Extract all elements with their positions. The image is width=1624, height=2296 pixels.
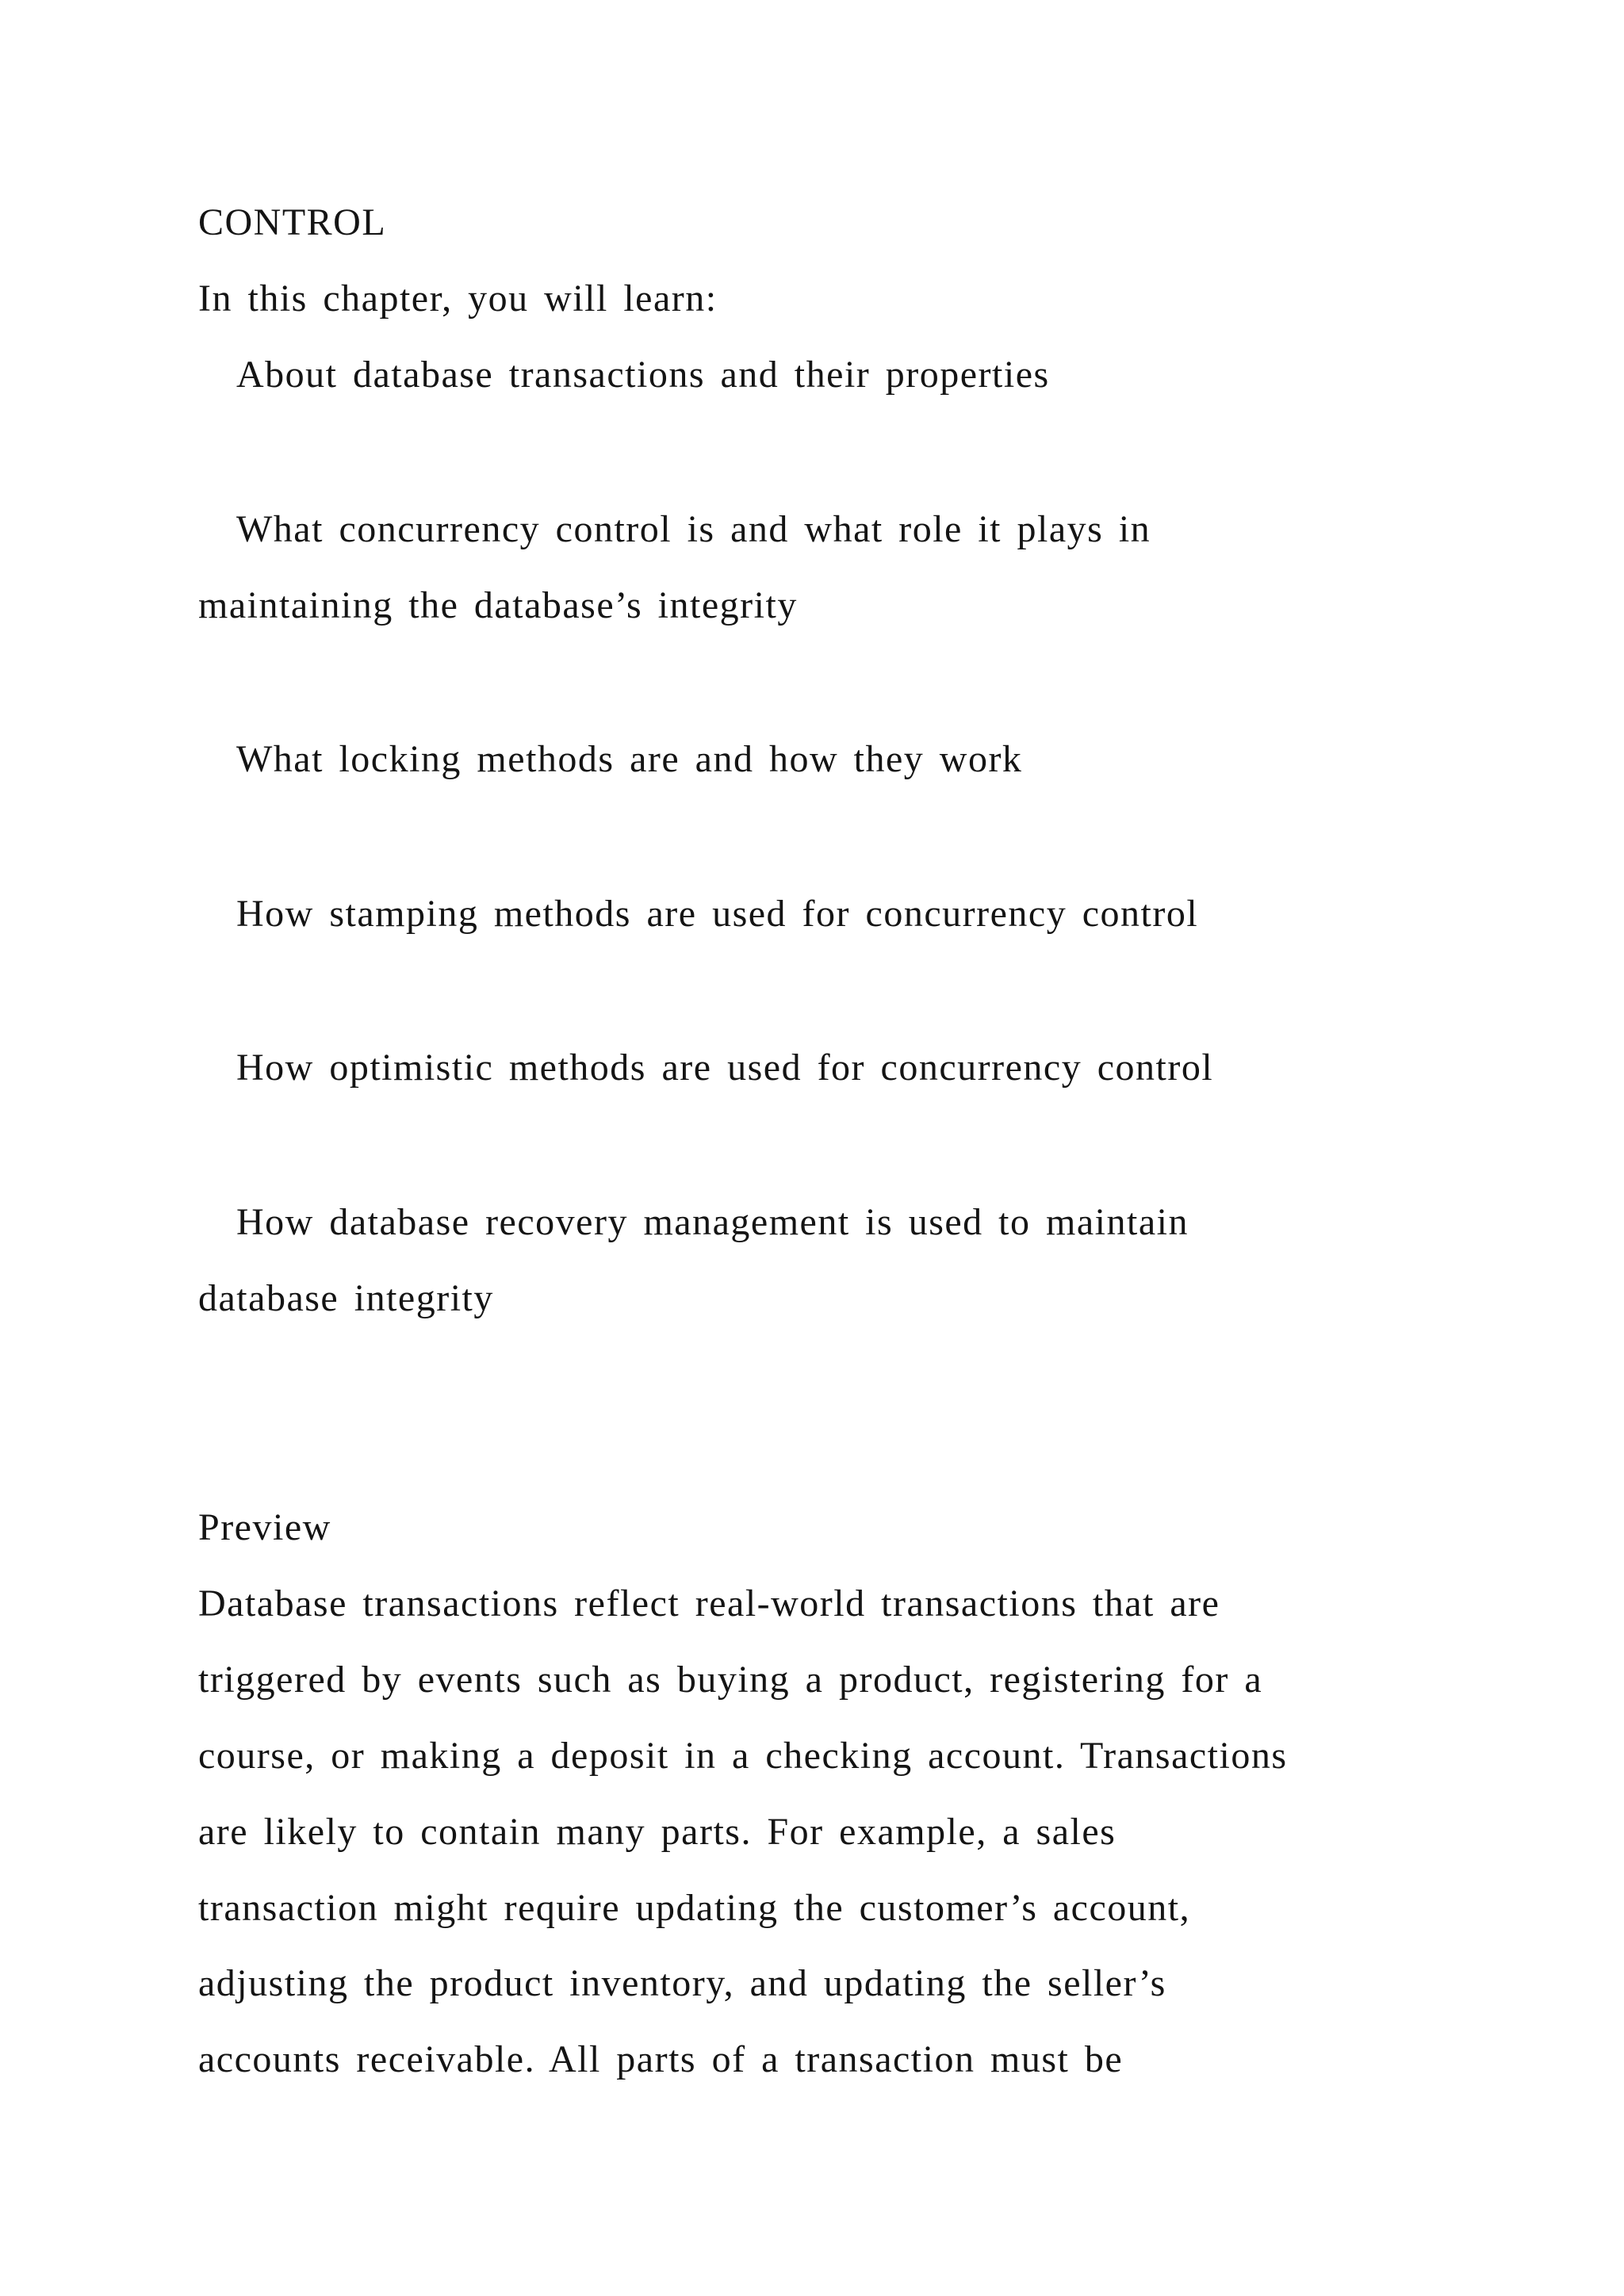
preview-line-1: Database transactions reflect real-world transactions that are [198,1582,1220,1624]
preview-line-3: course, or making a deposit in a checking account. Transactions [198,1735,1288,1777]
preview-line-6: adjusting the product inventory, and updating the seller’s [198,1962,1166,2004]
objective-1: About database transactions and their properties [236,354,1050,396]
preview-line-2: triggered by events such as buying a product, registering for a [198,1659,1263,1701]
chapter-heading: CONTROL [198,201,387,243]
objective-6-line-1: How database recovery management is used to maintain [236,1201,1189,1243]
objective-4: How stamping methods are used for concurrency control [236,893,1199,935]
objective-2-line-2: maintaining the database’s integrity [198,584,798,626]
objective-5: How optimistic methods are used for concurrency control [236,1047,1214,1089]
preview-heading: Preview [198,1506,331,1548]
objective-6-line-2: database integrity [198,1277,494,1319]
objective-3: What locking methods are and how they work [236,738,1023,780]
objective-2-line-1: What concurrency control is and what role it plays in [236,508,1151,550]
intro-text: In this chapter, you will learn: [198,277,718,320]
preview-line-7: accounts receivable. All parts of a transaction must be [198,2038,1124,2080]
preview-line-5: transaction might require updating the customer’s account, [198,1887,1191,1929]
preview-line-4: are likely to contain many parts. For example, a sales [198,1811,1116,1853]
